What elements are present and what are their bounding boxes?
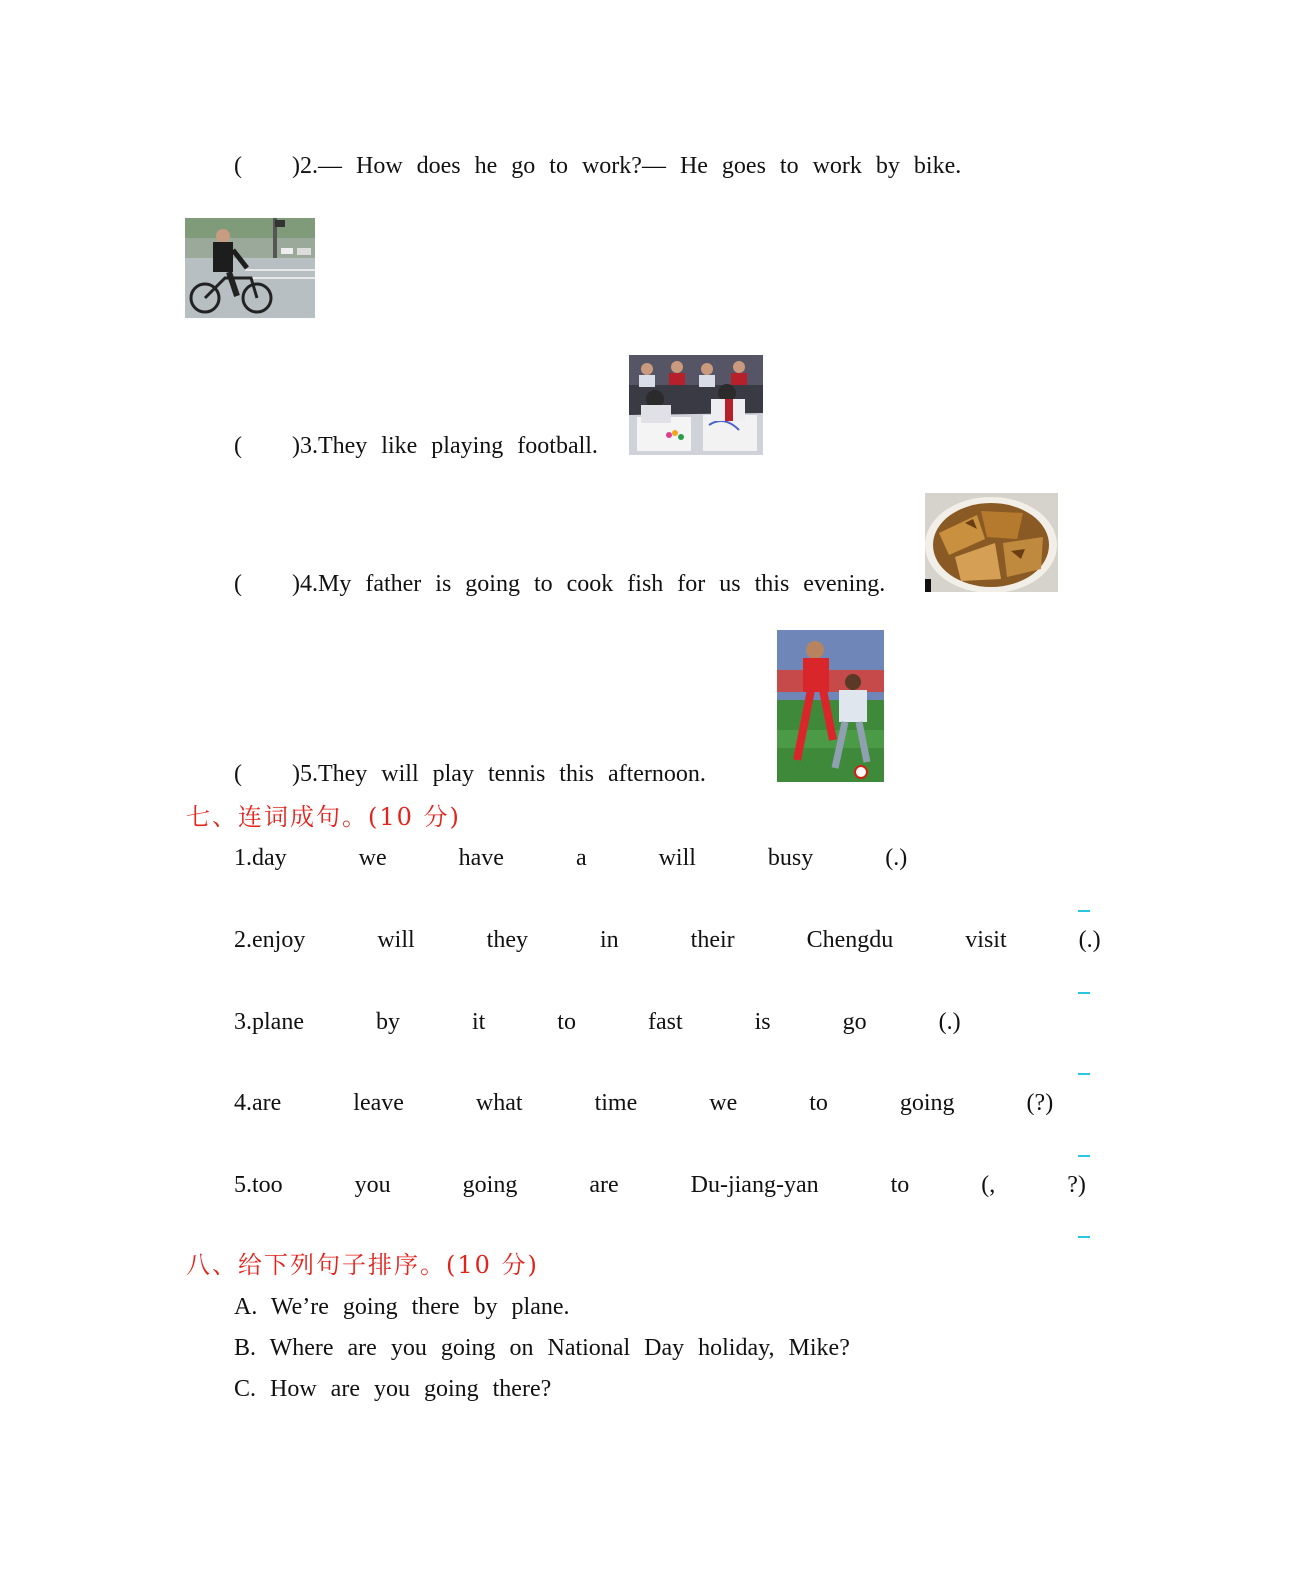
section-7-item-2: 2.enjoy will they in their Chengdu visit (.) bbox=[234, 927, 1101, 953]
section-7-item-5: 5.too you going are Du-jiang-yan to (, ?) bbox=[234, 1172, 1086, 1198]
section-8-heading: 八、给下列句子排序。(10 分) bbox=[186, 1251, 539, 1279]
answer-line-2[interactable] bbox=[1078, 992, 1090, 994]
matching-paren-4: ( bbox=[234, 571, 242, 597]
matching-item-4: )4.My father is going to cook fish for us this evening. bbox=[292, 571, 886, 597]
matching-paren-3: ( bbox=[234, 433, 242, 459]
section-7-item-1: 1.day we have a will busy (.) bbox=[234, 845, 908, 871]
answer-line-5[interactable] bbox=[1078, 1236, 1090, 1238]
section-7-heading: 七、连词成句。(10 分) bbox=[186, 803, 461, 831]
section-8-item-a: A. We’re going there by plane. bbox=[234, 1294, 570, 1320]
cooked-fish-photo bbox=[925, 493, 1058, 592]
matching-item-5: )5.They will play tennis this afternoon. bbox=[292, 761, 706, 787]
students-drawing-photo bbox=[629, 355, 763, 455]
matching-item-2: )2.— How does he go to work?— He goes to work by bike. bbox=[292, 153, 962, 179]
football-players-photo bbox=[777, 630, 884, 782]
matching-paren-2: ( bbox=[234, 153, 242, 179]
answer-line-3[interactable] bbox=[1078, 1073, 1090, 1075]
man-riding-bike-photo bbox=[185, 218, 315, 318]
matching-paren-5: ( bbox=[234, 761, 242, 787]
matching-item-3: )3.They like playing football. bbox=[292, 433, 598, 459]
section-8-item-c: C. How are you going there? bbox=[234, 1376, 552, 1402]
answer-line-4[interactable] bbox=[1078, 1155, 1090, 1157]
answer-line-1[interactable] bbox=[1078, 910, 1090, 912]
section-7-item-3: 3.plane by it to fast is go (.) bbox=[234, 1009, 961, 1035]
section-8-item-b: B. Where are you going on National Day holiday, Mike? bbox=[234, 1335, 850, 1361]
section-7-item-4: 4.are leave what time we to going (?) bbox=[234, 1090, 1054, 1116]
